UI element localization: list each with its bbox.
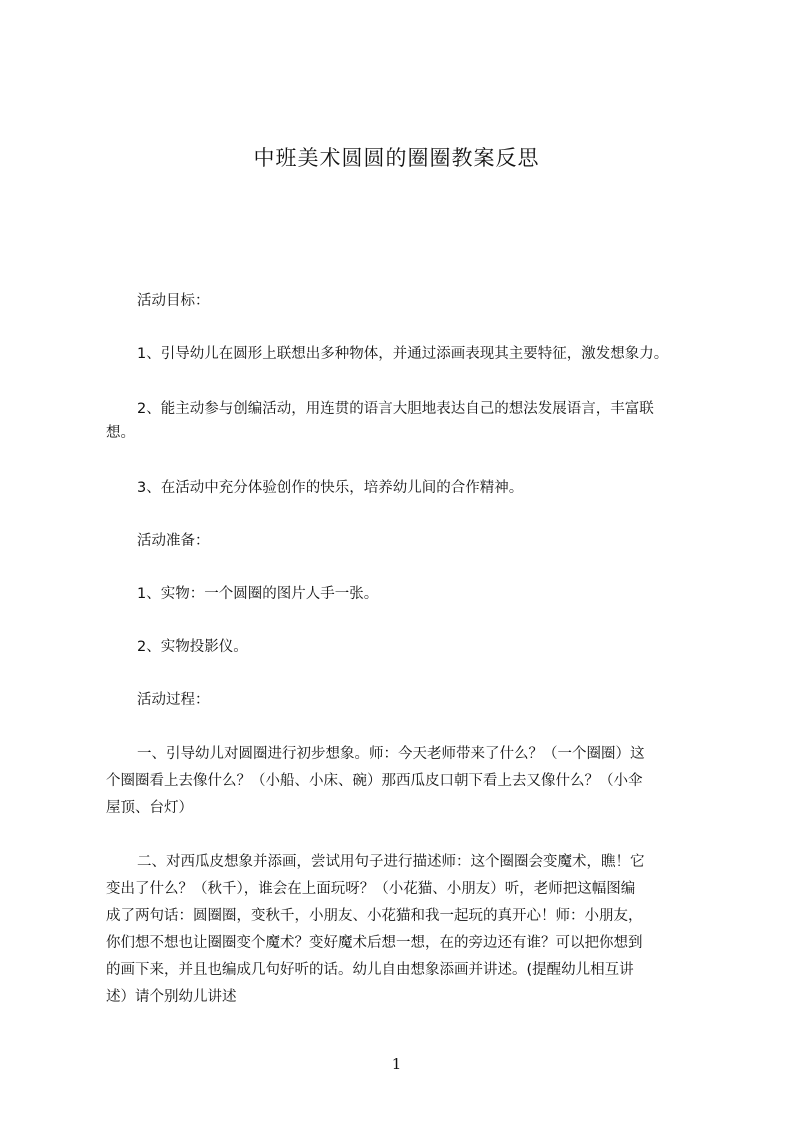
goal-item-2-line-2: 想。: [106, 425, 135, 441]
prep-heading: 活动准备：: [137, 533, 210, 549]
step-2-line-1: 二、对西瓜皮想象并添画，尝试用句子进行描述师：这个圈圈会变魔术，瞧！它: [137, 854, 645, 870]
step-1-line-3: 屋顶、台灯）: [106, 800, 193, 816]
step-2-line-5: 的画下来，并且也编成几句好听的话。幼儿自由想象添画并讲述。(提醒幼儿相互讲: [106, 962, 634, 978]
document-title: 中班美术圆圆的圈圈教案反思: [253, 146, 540, 170]
prep-item-2: 2、实物投影仪。: [137, 639, 248, 655]
page-number: 1: [391, 1055, 402, 1073]
goal-item-3: 3、在活动中充分体验创作的快乐，培养幼儿间的合作精神。: [137, 480, 524, 496]
step-2-line-3: 成了两句话：圆圈圈，变秋千，小朋友、小花猫和我一起玩的真开心！师：小朋友，: [106, 908, 643, 924]
step-1-line-2: 个圈圈看上去像什么？（小船、小床、碗）那西瓜皮口朝下看上去又像什么？（小伞: [106, 773, 643, 789]
step-2-line-4: 你们想不想也让圈圈变个魔术？变好魔术后想一想，在的旁边还有谁？可以把你想到: [106, 935, 643, 951]
step-2-line-2: 变出了什么？（秋千），谁会在上面玩呀？（小花猫、小朋友）听，老师把这幅图编: [106, 881, 636, 897]
step-1-line-1: 一、引导幼儿对圆圈进行初步想象。师：今天老师带来了什么？（一个圈圈）这: [137, 746, 645, 762]
process-heading: 活动过程：: [137, 692, 210, 708]
step-2-line-6: 述）请个别幼儿讲述: [106, 989, 237, 1005]
goal-heading: 活动目标：: [137, 293, 210, 309]
prep-item-1: 1、实物：一个圆圈的图片人手一张。: [137, 586, 379, 602]
goal-item-1: 1、引导幼儿在圆形上联想出多种物体，并通过添画表现其主要特征，激发想象力。: [137, 346, 669, 362]
goal-item-2-line-1: 2、能主动参与创编活动，用连贯的语言大胆地表达自己的想法发展语言，丰富联: [137, 401, 654, 417]
